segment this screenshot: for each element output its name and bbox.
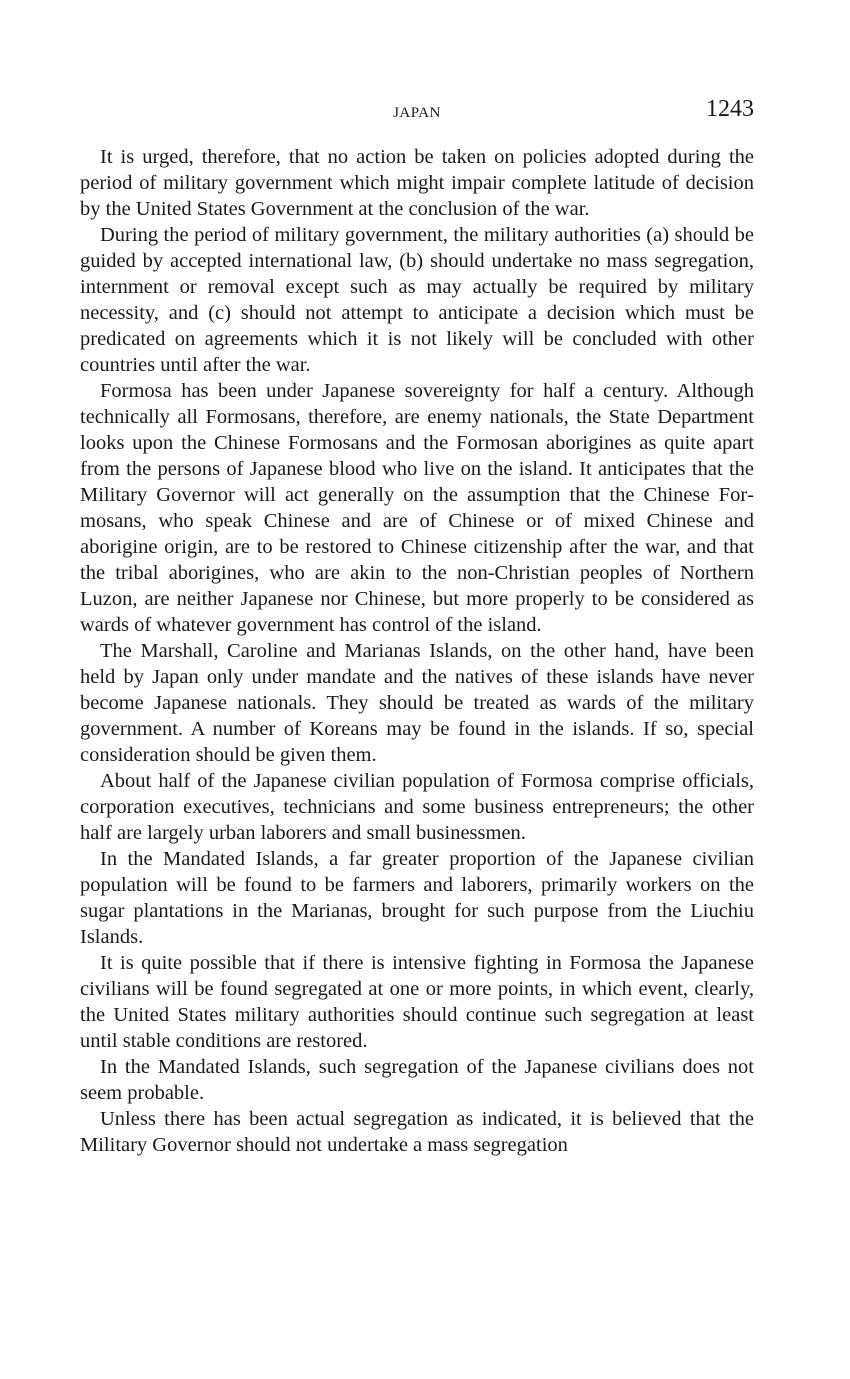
paragraph-formosa-sovereignty: Formosa has been under Japanese sovereignty for half a century. Although technically all Formosans, therefore, are enemy nationals, the State Department looks upon the Chinese Formosans and the Formosan aborigines as quite apart from the persons of Japanese blood who live on the island. It anticipates that the Military Governor will act generally on the assumption that the Chinese Formosans, who speak Chinese and are of Chinese or of mixed Chinese and aborigine origin, are to be restored to Chinese citizenship after the war, and that the tribal aborigines, who are akin to the non-Christian peoples of Northern Luzon, are neither Japanese nor Chinese, but more properly to be considered as wards of whatever government has control of the island.: [80, 380, 754, 636]
paragraph-mandated-islands-population: In the Mandated Islands, a far greater proportion of the Japanese civilian population will be found to be farmers and laborers, primarily workers on the sugar plantations in the Marianas, brought for such purpose from the Liuchiu Islands.: [80, 848, 754, 948]
running-head-title: JAPAN: [393, 105, 441, 121]
paragraph-formosa-population: About half of the Japanese civilian population of Formosa comprise officials, corporation executives, technicians and some business entrepreneurs; the other half are largely urban laborers and small businessmen.: [80, 770, 754, 844]
page: [80, 96, 754, 1158]
page-number: 1243: [706, 96, 754, 122]
paragraph-policies-adopted: It is urged, therefore, that no action be taken on policies adopted during the period of military government which might impair complete latitude of decision by the United States Government at the conclusion of the war.: [80, 146, 754, 220]
paragraph-segregation-mandated-islands: In the Mandated Islands, such segregation of the Japanese civilians does not seem probable.: [80, 1056, 754, 1104]
paragraph-mandated-islands-natives: The Marshall, Caroline and Marianas Islands, on the other hand, have been held by Japan only under mandate and the natives of these islands have never become Japanese nationals. They should be treated as wards of the military government. A number of Koreans may be found in the islands. If so, special consideration should be given them.: [80, 640, 754, 766]
paragraph-military-authorities: During the period of military government, the military authorities (a) should be guided by accepted international law, (b) should undertake no mass segregation, internment or removal except such as may actually be required by military necessity, and (c) should not attempt to anticipate a decision which must be predicated on agreements which it is not likely will be concluded with other countries until after the war.: [80, 224, 754, 376]
paragraph-segregation-formosa: It is quite possible that if there is intensive fighting in Formosa the Japanese civilians will be found segregated at one or more points, in which event, clearly, the United States military authorities should continue such segregation at least until stable conditions are restored.: [80, 952, 754, 1052]
body-text: [80, 144, 754, 1158]
running-head: [80, 96, 754, 130]
paragraph-mass-segregation: Unless there has been actual segregation as indicated, it is believed that the Military Governor should not undertake a mass segregation: [80, 1108, 754, 1156]
